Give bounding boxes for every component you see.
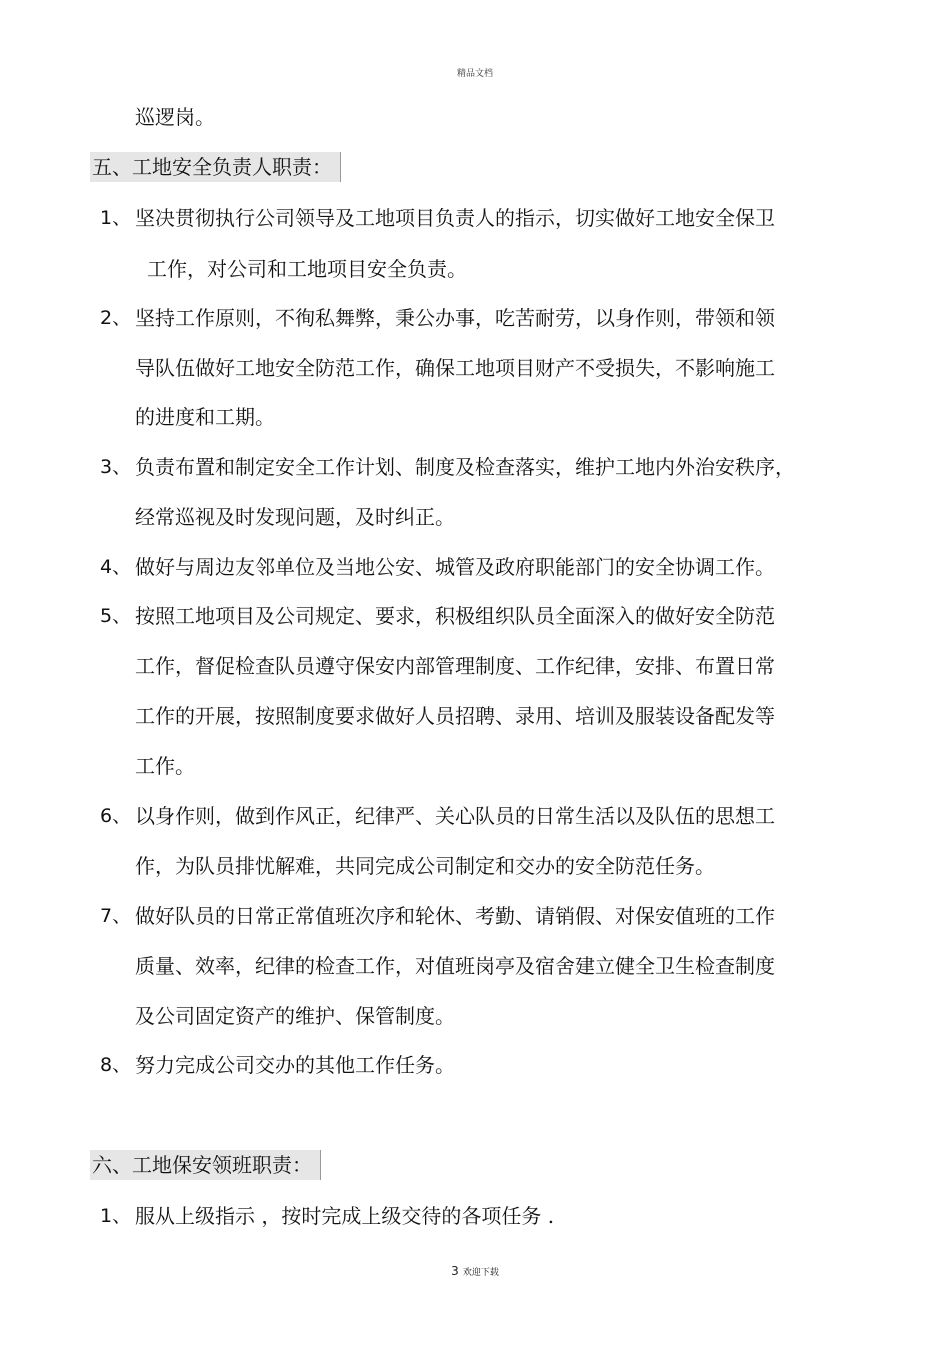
item-number-1: 1、 (100, 207, 132, 229)
item-number-4: 4、 (100, 556, 132, 578)
item-1-line-2: 工作，对公司和工地项目安全负责。 (147, 257, 467, 281)
item-number-6-1: 1、 (100, 1205, 132, 1227)
item-6-line-2: 作，为队员排忧解难，共同完成公司制定和交办的安全防范任务。 (135, 854, 715, 878)
item-2-line-3: 的进度和工期。 (135, 405, 275, 429)
item-8-line-1: 努力完成公司交办的其他工作任务。 (135, 1053, 455, 1077)
item-number-6: 6、 (100, 805, 132, 827)
item-number-8: 8、 (100, 1054, 132, 1076)
item-number-2: 2、 (100, 307, 132, 329)
item-1-line-1: 坚决贯彻执行公司领导及工地项目负责人的指示，切实做好工地安全保卫 (135, 206, 775, 230)
section-6-item-1-line-1: 服从上级指示 ，按时完成上级交待的各项任务 . (135, 1204, 555, 1228)
section-heading-5: 五、工地安全负责人职责： (90, 152, 341, 182)
item-2-line-2: 导队伍做好工地安全防范工作，确保工地项目财产不受损失，不影响施工 (135, 356, 775, 380)
item-7-line-1: 做好队员的日常正常值班次序和轮休、考勤、请销假、对保安值班的工作 (135, 904, 775, 928)
item-7-line-3: 及公司固定资产的维护、保管制度。 (135, 1004, 455, 1028)
item-6-line-1: 以身作则，做到作风正，纪律严、关心队员的日常生活以及队伍的思想工 (135, 804, 775, 828)
item-3-line-1: 负责布置和制定安全工作计划、制度及检查落实，维护工地内外治安秩序， (135, 455, 795, 479)
item-5-line-4: 工作。 (135, 754, 195, 778)
item-number-3: 3、 (100, 456, 132, 478)
item-5-line-3: 工作的开展，按照制度要求做好人员招聘、录用、培训及服装设备配发等 (135, 704, 775, 728)
item-number-5: 5、 (100, 605, 132, 627)
footer-text: 欢迎下载 (462, 1268, 499, 1278)
page-header-watermark: 精品文档 (456, 69, 493, 79)
page-footer (0, 1260, 950, 1279)
item-4-line-1: 做好与周边友邻单位及当地公安、城管及政府职能部门的安全协调工作。 (135, 555, 775, 579)
item-5-line-1: 按照工地项目及公司规定、要求，积极组织队员全面深入的做好安全防范 (135, 604, 775, 628)
continuation-line: 巡逻岗。 (135, 105, 215, 129)
item-7-line-2: 质量、效率，纪律的检查工作，对值班岗亭及宿舍建立健全卫生检查制度 (135, 954, 775, 978)
item-number-7: 7、 (100, 905, 132, 927)
item-5-line-2: 工作，督促检查队员遵守保安内部管理制度、工作纪律，安排、布置日常 (135, 654, 775, 678)
page-number: 3 (451, 1264, 459, 1278)
item-2-line-1: 坚持工作原则，不徇私舞弊，秉公办事，吃苦耐劳，以身作则，带领和领 (135, 306, 775, 330)
section-heading-6: 六、工地保安领班职责： (90, 1150, 321, 1180)
item-3-line-2: 经常巡视及时发现问题，及时纠正。 (135, 505, 455, 529)
